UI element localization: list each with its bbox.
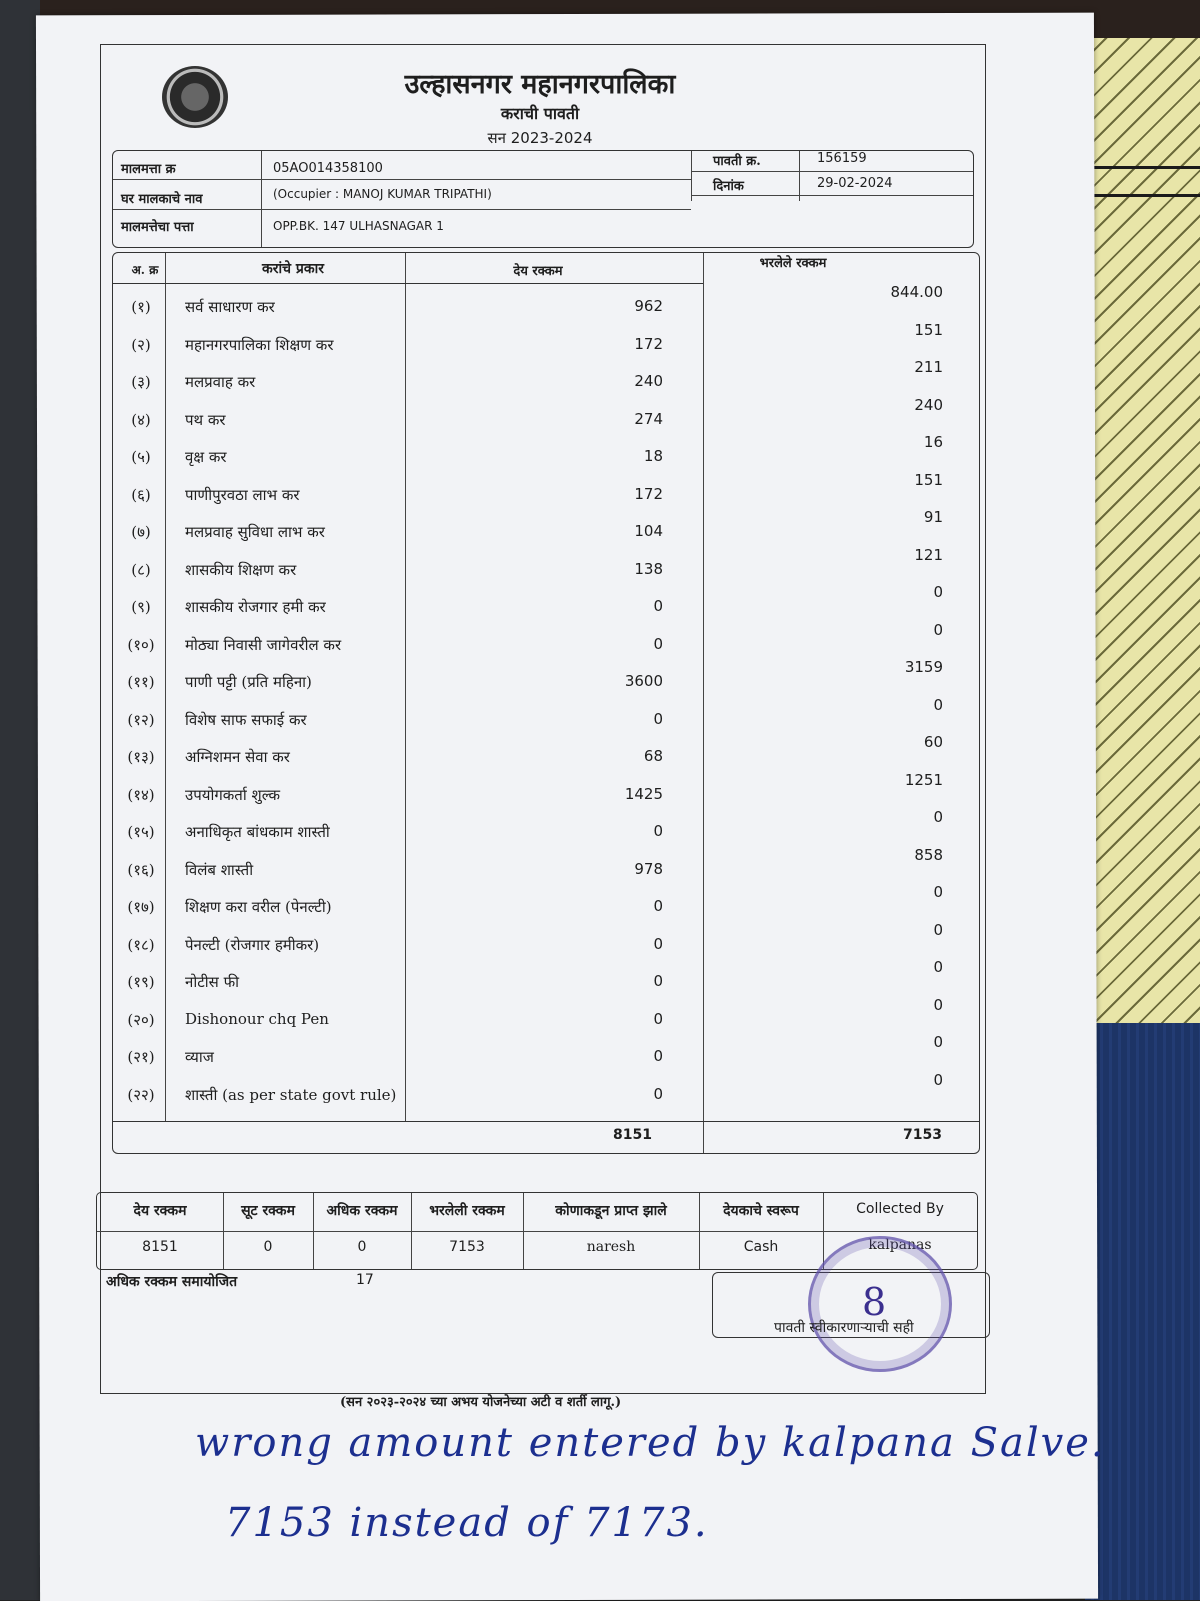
property-no: 05AO014358100 xyxy=(273,161,383,176)
row-tax-name: महानगरपालिका शिक्षण कर xyxy=(185,335,334,354)
row-due-amount: 0 xyxy=(653,1009,663,1028)
summary-header-paid: भरलेली रक्कम xyxy=(429,1203,505,1219)
column-header-due: देय रक्कम xyxy=(513,264,563,279)
tax-table xyxy=(112,252,980,1154)
row-paid-amount: 121 xyxy=(914,545,943,564)
table-row xyxy=(113,1070,979,1123)
row-tax-name: शासकीय रोजगार हमी कर xyxy=(185,598,326,616)
row-serial: (१२) xyxy=(127,710,155,729)
row-paid-amount: 16 xyxy=(923,433,943,451)
row-tax-name: सर्व साधारण कर xyxy=(185,298,275,316)
row-due-amount: 3600 xyxy=(624,672,663,690)
divider xyxy=(405,253,406,283)
row-tax-name: नोटीस फी xyxy=(185,973,240,991)
receipt-no: 156159 xyxy=(817,151,867,166)
row-due-amount: 1425 xyxy=(624,784,663,803)
row-serial: (६) xyxy=(131,485,151,504)
total-due: 8151 xyxy=(613,1127,652,1143)
terms-footnote: (सन २०२३-२०२४ च्या अभय योजनेच्या अटी व शर्ती लागू.) xyxy=(340,1395,622,1410)
row-tax-name: मोठ्या निवासी जागेवरील कर xyxy=(185,635,342,654)
row-paid-amount: 3159 xyxy=(904,658,943,676)
row-paid-amount: 0 xyxy=(933,620,943,639)
row-due-amount: 0 xyxy=(653,897,663,915)
row-paid-amount: 151 xyxy=(914,470,943,489)
summary-header-received-from: कोणाकडून प्राप्त झाले xyxy=(555,1203,667,1219)
row-due-amount: 172 xyxy=(634,334,663,353)
divider xyxy=(691,171,973,172)
row-due-amount: 0 xyxy=(653,709,663,728)
row-paid-amount: 0 xyxy=(933,583,943,601)
row-due-amount: 0 xyxy=(653,972,663,990)
row-serial: (५) xyxy=(131,448,151,466)
handwritten-note-line-2: 7153 instead of 7173. xyxy=(225,1500,709,1546)
column-header-type: करांचे प्रकार xyxy=(262,261,324,277)
row-serial: (१६) xyxy=(127,860,155,879)
signature-label: पावती स्वीकारणाऱ्याची सही xyxy=(774,1320,914,1336)
row-paid-amount: 0 xyxy=(933,995,943,1014)
summary-header-collected-by: Collected By xyxy=(856,1201,944,1217)
row-due-amount: 962 xyxy=(634,297,663,315)
divider xyxy=(799,151,800,201)
property-no-label: मालमत्ता क्र xyxy=(121,162,176,177)
summary-payment-mode: Cash xyxy=(743,1239,779,1255)
divider xyxy=(691,151,692,201)
row-due-amount: 0 xyxy=(653,634,663,653)
row-paid-amount: 240 xyxy=(914,395,943,414)
row-tax-name: मलप्रवाह सुविधा लाभ कर xyxy=(185,523,325,541)
row-tax-name: शासकीय शिक्षण कर xyxy=(185,560,297,579)
row-due-amount: 0 xyxy=(653,1084,663,1103)
adjusted-amount-label: अधिक रक्कम समायोजित xyxy=(106,1274,238,1290)
row-paid-amount: 60 xyxy=(923,733,943,751)
total-paid: 7153 xyxy=(903,1127,942,1143)
summary-header-discount: सूट रक्कम xyxy=(241,1203,295,1219)
property-address: OPP.BK. 147 ULHASNAGAR 1 xyxy=(273,219,444,233)
row-tax-name: अग्निशमन सेवा कर xyxy=(185,748,290,766)
row-serial: (११) xyxy=(127,673,155,691)
row-tax-name: पाणीपुरवठा लाभ कर xyxy=(185,485,300,504)
background-dark-stripes xyxy=(1085,160,1200,220)
row-paid-amount: 0 xyxy=(933,920,943,939)
signature-mark: 8 xyxy=(862,1280,887,1324)
row-paid-amount: 151 xyxy=(914,320,943,339)
summary-received-from: naresh xyxy=(586,1239,636,1255)
row-serial: (८) xyxy=(131,560,151,579)
divider xyxy=(261,151,262,247)
row-paid-amount: 0 xyxy=(933,1070,943,1089)
handwritten-note-line-1: wrong amount entered by kalpana Salve. xyxy=(195,1420,1106,1466)
row-due-amount: 172 xyxy=(634,484,663,503)
background-blue-folder xyxy=(1085,1023,1200,1600)
date-label: दिनांक xyxy=(713,179,744,194)
row-serial: (१९) xyxy=(127,973,155,991)
corporation-title: उल्हासनगर महानगरपालिका xyxy=(404,69,676,100)
row-paid-amount: 0 xyxy=(933,883,943,901)
receipt-no-label: पावती क्र. xyxy=(713,154,761,169)
row-due-amount: 138 xyxy=(634,559,663,578)
row-paid-amount: 858 xyxy=(914,845,943,864)
divider xyxy=(691,195,973,196)
row-tax-name: वृक्ष कर xyxy=(185,448,227,466)
row-tax-name: Dishonour chq Pen xyxy=(185,1009,329,1028)
header-line xyxy=(113,283,703,284)
owner-label: घर मालकाचे नाव xyxy=(121,192,203,207)
summary-header-due: देय रक्कम xyxy=(133,1203,187,1219)
row-serial: (१५) xyxy=(127,823,155,841)
municipal-logo-icon xyxy=(162,66,228,128)
row-due-amount: 240 xyxy=(634,372,663,390)
row-tax-name: व्याज xyxy=(185,1048,214,1066)
row-due-amount: 0 xyxy=(653,1047,663,1065)
row-serial: (२२) xyxy=(127,1085,155,1104)
row-tax-name: पाणी पट्टी (प्रति महिना) xyxy=(185,673,312,691)
row-paid-amount: 0 xyxy=(933,695,943,714)
column-header-paid: भरलेले रक्कम xyxy=(759,256,827,271)
row-due-amount: 0 xyxy=(653,822,663,840)
row-serial: (१३) xyxy=(127,748,155,766)
row-tax-name: उपयोगकर्ता शुल्क xyxy=(185,785,280,804)
row-serial: (१७) xyxy=(127,898,155,916)
background-left xyxy=(0,0,40,1600)
divider xyxy=(113,179,691,180)
row-due-amount: 104 xyxy=(634,522,663,540)
row-serial: (९) xyxy=(131,598,151,616)
row-tax-name: अनाधिकृत बांधकाम शास्ती xyxy=(185,823,330,841)
row-serial: (४) xyxy=(131,410,151,429)
summary-discount: 0 xyxy=(263,1239,273,1255)
divider xyxy=(97,1231,977,1232)
financial-year: सन 2023-2024 xyxy=(487,129,593,147)
owner-name: (Occupier : MANOJ KUMAR TRIPATHI) xyxy=(273,187,492,201)
summary-collected-by: kalpanas xyxy=(868,1237,932,1253)
row-paid-amount: 0 xyxy=(933,958,943,976)
row-serial: (१) xyxy=(131,298,151,316)
row-tax-name: शास्ती (as per state govt rule) xyxy=(185,1085,397,1104)
divider xyxy=(113,209,691,210)
row-serial: (१४) xyxy=(127,785,155,804)
row-tax-name: पथ कर xyxy=(185,410,226,429)
row-paid-amount: 211 xyxy=(914,358,943,376)
row-paid-amount: 0 xyxy=(933,808,943,826)
column-header-sn: अ. क्र xyxy=(131,263,159,277)
row-serial: (१८) xyxy=(127,935,155,954)
row-due-amount: 0 xyxy=(653,934,663,953)
address-label: मालमत्तेचा पत्ता xyxy=(121,220,194,235)
row-serial: (३) xyxy=(131,373,151,391)
row-paid-amount: 91 xyxy=(923,508,943,526)
summary-excess: 0 xyxy=(357,1239,367,1255)
row-due-amount: 274 xyxy=(634,409,663,428)
summary-header-excess: अधिक रक्कम xyxy=(326,1203,398,1219)
row-serial: (२) xyxy=(131,335,151,354)
receipt-date: 29-02-2024 xyxy=(817,176,893,191)
row-due-amount: 68 xyxy=(643,747,663,765)
row-tax-name: मलप्रवाह कर xyxy=(185,373,256,391)
row-tax-name: विशेष साफ सफाई कर xyxy=(185,710,307,729)
summary-header-payment-mode: देयकाचे स्वरूप xyxy=(723,1203,799,1219)
row-serial: (२१) xyxy=(127,1048,155,1066)
row-serial: (१०) xyxy=(127,635,155,654)
row-tax-name: विलंब शास्ती xyxy=(185,860,254,879)
row-due-amount: 978 xyxy=(634,859,663,878)
summary-due: 8151 xyxy=(142,1239,178,1255)
row-tax-name: शिक्षण करा वरील (पेनल्टी) xyxy=(185,898,332,916)
summary-paid: 7153 xyxy=(449,1239,485,1255)
row-serial: (२०) xyxy=(127,1010,155,1029)
row-paid-amount: 844.00 xyxy=(890,283,943,301)
row-due-amount: 0 xyxy=(653,597,663,615)
receipt-subtitle: कराची पावती xyxy=(500,104,580,123)
row-tax-name: पेनल्टी (रोजगार हमीकर) xyxy=(185,935,320,954)
row-due-amount: 18 xyxy=(643,447,663,465)
row-paid-amount: 1251 xyxy=(904,770,943,789)
row-serial: (७) xyxy=(131,523,151,541)
row-paid-amount: 0 xyxy=(933,1033,943,1051)
property-info-box xyxy=(112,150,974,248)
adjusted-amount: 17 xyxy=(356,1272,374,1288)
